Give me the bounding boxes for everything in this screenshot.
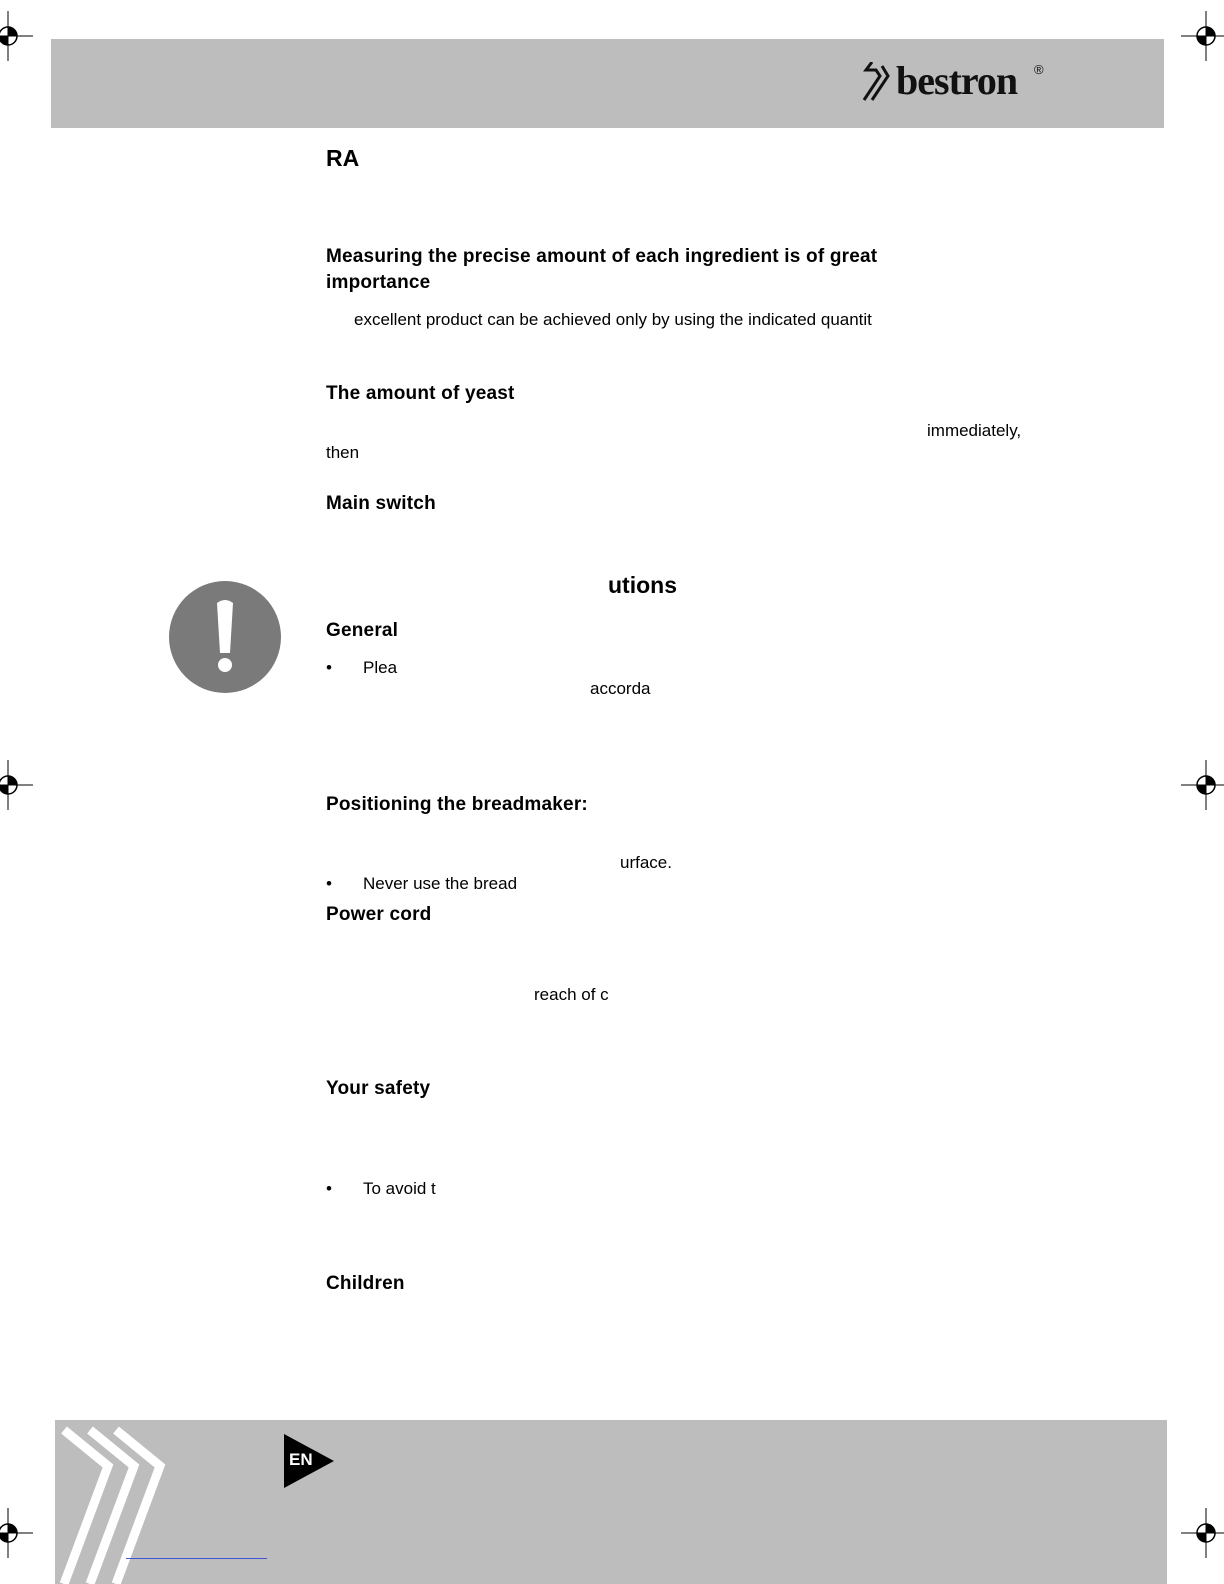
registration-mark-icon (0, 760, 33, 810)
footer-band (55, 1420, 1167, 1584)
section-heading-yeast: The amount of yeast (326, 383, 515, 404)
triple-chevron-icon (60, 1426, 170, 1584)
general-text-fragment: accorda (590, 679, 651, 698)
brand-name: bestron (896, 58, 1018, 103)
registered-mark: ® (1034, 62, 1044, 77)
exclamation-icon (169, 581, 281, 693)
bullet-icon: • (326, 1179, 332, 1198)
footer-link-underline[interactable] (126, 1558, 267, 1559)
section-heading-main-switch: Main switch (326, 493, 436, 514)
measuring-text: excellent product can be achieved only by using the indicated quantit (354, 310, 872, 329)
positioning-bullet-text: Never use the bread (363, 874, 518, 893)
yeast-text-right: immediately, (927, 421, 1022, 440)
section-title-fragment: utions (608, 572, 677, 598)
yeast-text-left: then (326, 443, 360, 462)
registration-mark-icon (0, 11, 33, 61)
bullet-icon: • (326, 874, 332, 893)
section-heading-power-cord: Power cord (326, 904, 432, 925)
section-heading-general: General (326, 620, 399, 641)
registration-mark-icon (1181, 11, 1224, 61)
language-badge-label: EN (289, 1450, 313, 1469)
bullet-icon: • (326, 658, 332, 677)
double-chevron-logo-icon (862, 62, 896, 102)
safety-bullet-text: To avoid t (363, 1179, 436, 1198)
section-heading-children: Children (326, 1273, 405, 1294)
power-cord-text-fragment: reach of c (534, 985, 609, 1004)
brand-logo (862, 58, 1062, 104)
registration-mark-icon (0, 1508, 33, 1558)
registration-mark-icon (1181, 1508, 1224, 1558)
language-badge (284, 1434, 336, 1488)
section-heading-measuring-line1: Measuring the precise amount of each ingredient is of great (326, 246, 878, 267)
general-bullet-text: Plea (363, 658, 398, 677)
page-title: RA (326, 145, 360, 171)
section-heading-positioning: Positioning the breadmaker: (326, 794, 588, 815)
positioning-text-fragment: urface. (620, 853, 672, 872)
section-heading-measuring-line2: importance (326, 272, 431, 293)
registration-mark-icon (1181, 760, 1224, 810)
section-heading-safety: Your safety (326, 1078, 431, 1099)
